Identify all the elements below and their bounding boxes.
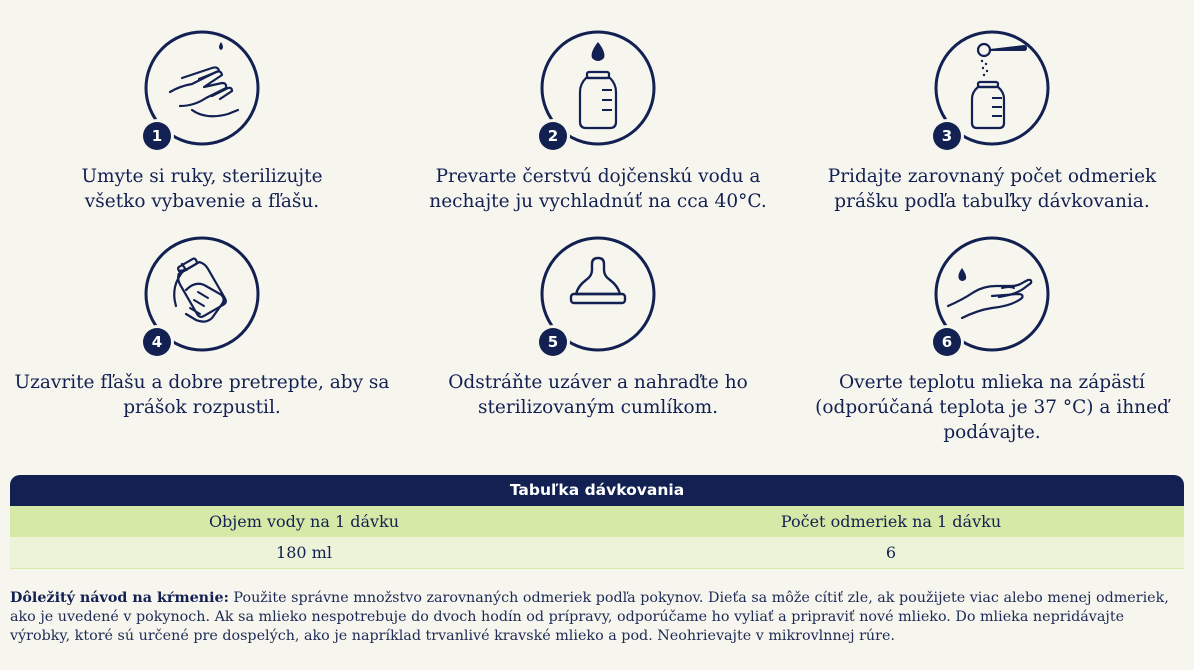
dosing-table-header-row (10, 506, 1184, 537)
step-5 (408, 234, 788, 420)
cell-scoop-count: 6 (885, 543, 897, 562)
feeding-note-text: Použite správne množstvo zarovnaných odmeriek podľa pokynov. Dieťa sa môže cítiť zle, ak použijete viac alebo menej odmeriek, ako je uvedené v pokynoch. Ak sa mlieko nespotrebuje do dvoch hodín od prípravy, odporúčame ho vyliať a pripraviť nové mlieko. Do mlieka nepridávajte výrobky, ktoré sú určené pre dospelých, ako je napríklad trvanlivé kravské mlieko a pod. Neohrievajte v mikrovlnnej rúre. (10, 590, 1169, 644)
step-text: Prevarte čerstvú dojčenskú vodu a nechajte ju vychladnúť na cca 40°C. (429, 166, 767, 212)
step-text: Umyte si ruky, sterilizujte všetko vybavenie a fľašu. (81, 166, 323, 212)
step-6 (802, 234, 1182, 445)
step-1 (12, 28, 392, 214)
step-4-icon-wrap (142, 234, 262, 354)
table-row (10, 537, 1184, 569)
column-header-scoops: Počet odmeriek na 1 dávku (780, 512, 1002, 531)
step-text: Uzavrite fľašu a dobre pretrepte, aby sa prášok rozpustil. (14, 372, 390, 418)
dosing-table-title: Tabuľka dávkovania (10, 475, 1184, 506)
step-2 (408, 28, 788, 214)
step-number: 2 (539, 122, 567, 150)
step-6-icon-wrap (932, 234, 1052, 354)
feeding-note-label: Dôležitý návod na kŕmenie: (10, 590, 229, 606)
step-5-icon-wrap (538, 234, 658, 354)
step-text: Pridajte zarovnaný počet odmeriek prášku podľa tabuľky dávkovania. (827, 166, 1157, 212)
step-number: 3 (933, 122, 961, 150)
step-text: Overte teplotu mlieka na zápästí (odporúčaná teplota je 37 °C) a ihneď podávajte. (815, 372, 1169, 443)
cell-water-volume: 180 ml (276, 543, 332, 562)
step-number: 1 (143, 122, 171, 150)
step-number: 6 (933, 328, 961, 356)
feeding-note (10, 589, 1174, 646)
step-3 (802, 28, 1182, 214)
step-4 (12, 234, 392, 420)
step-number: 4 (143, 328, 171, 356)
dosing-table (10, 475, 1184, 569)
step-number: 5 (539, 328, 567, 356)
step-2-icon-wrap (538, 28, 658, 148)
step-text: Odstráňte uzáver a nahraďte ho sterilizovaným cumlíkom. (448, 372, 748, 418)
column-header-water: Objem vody na 1 dávku (208, 512, 400, 531)
step-1-icon-wrap (142, 28, 262, 148)
step-3-icon-wrap (932, 28, 1052, 148)
